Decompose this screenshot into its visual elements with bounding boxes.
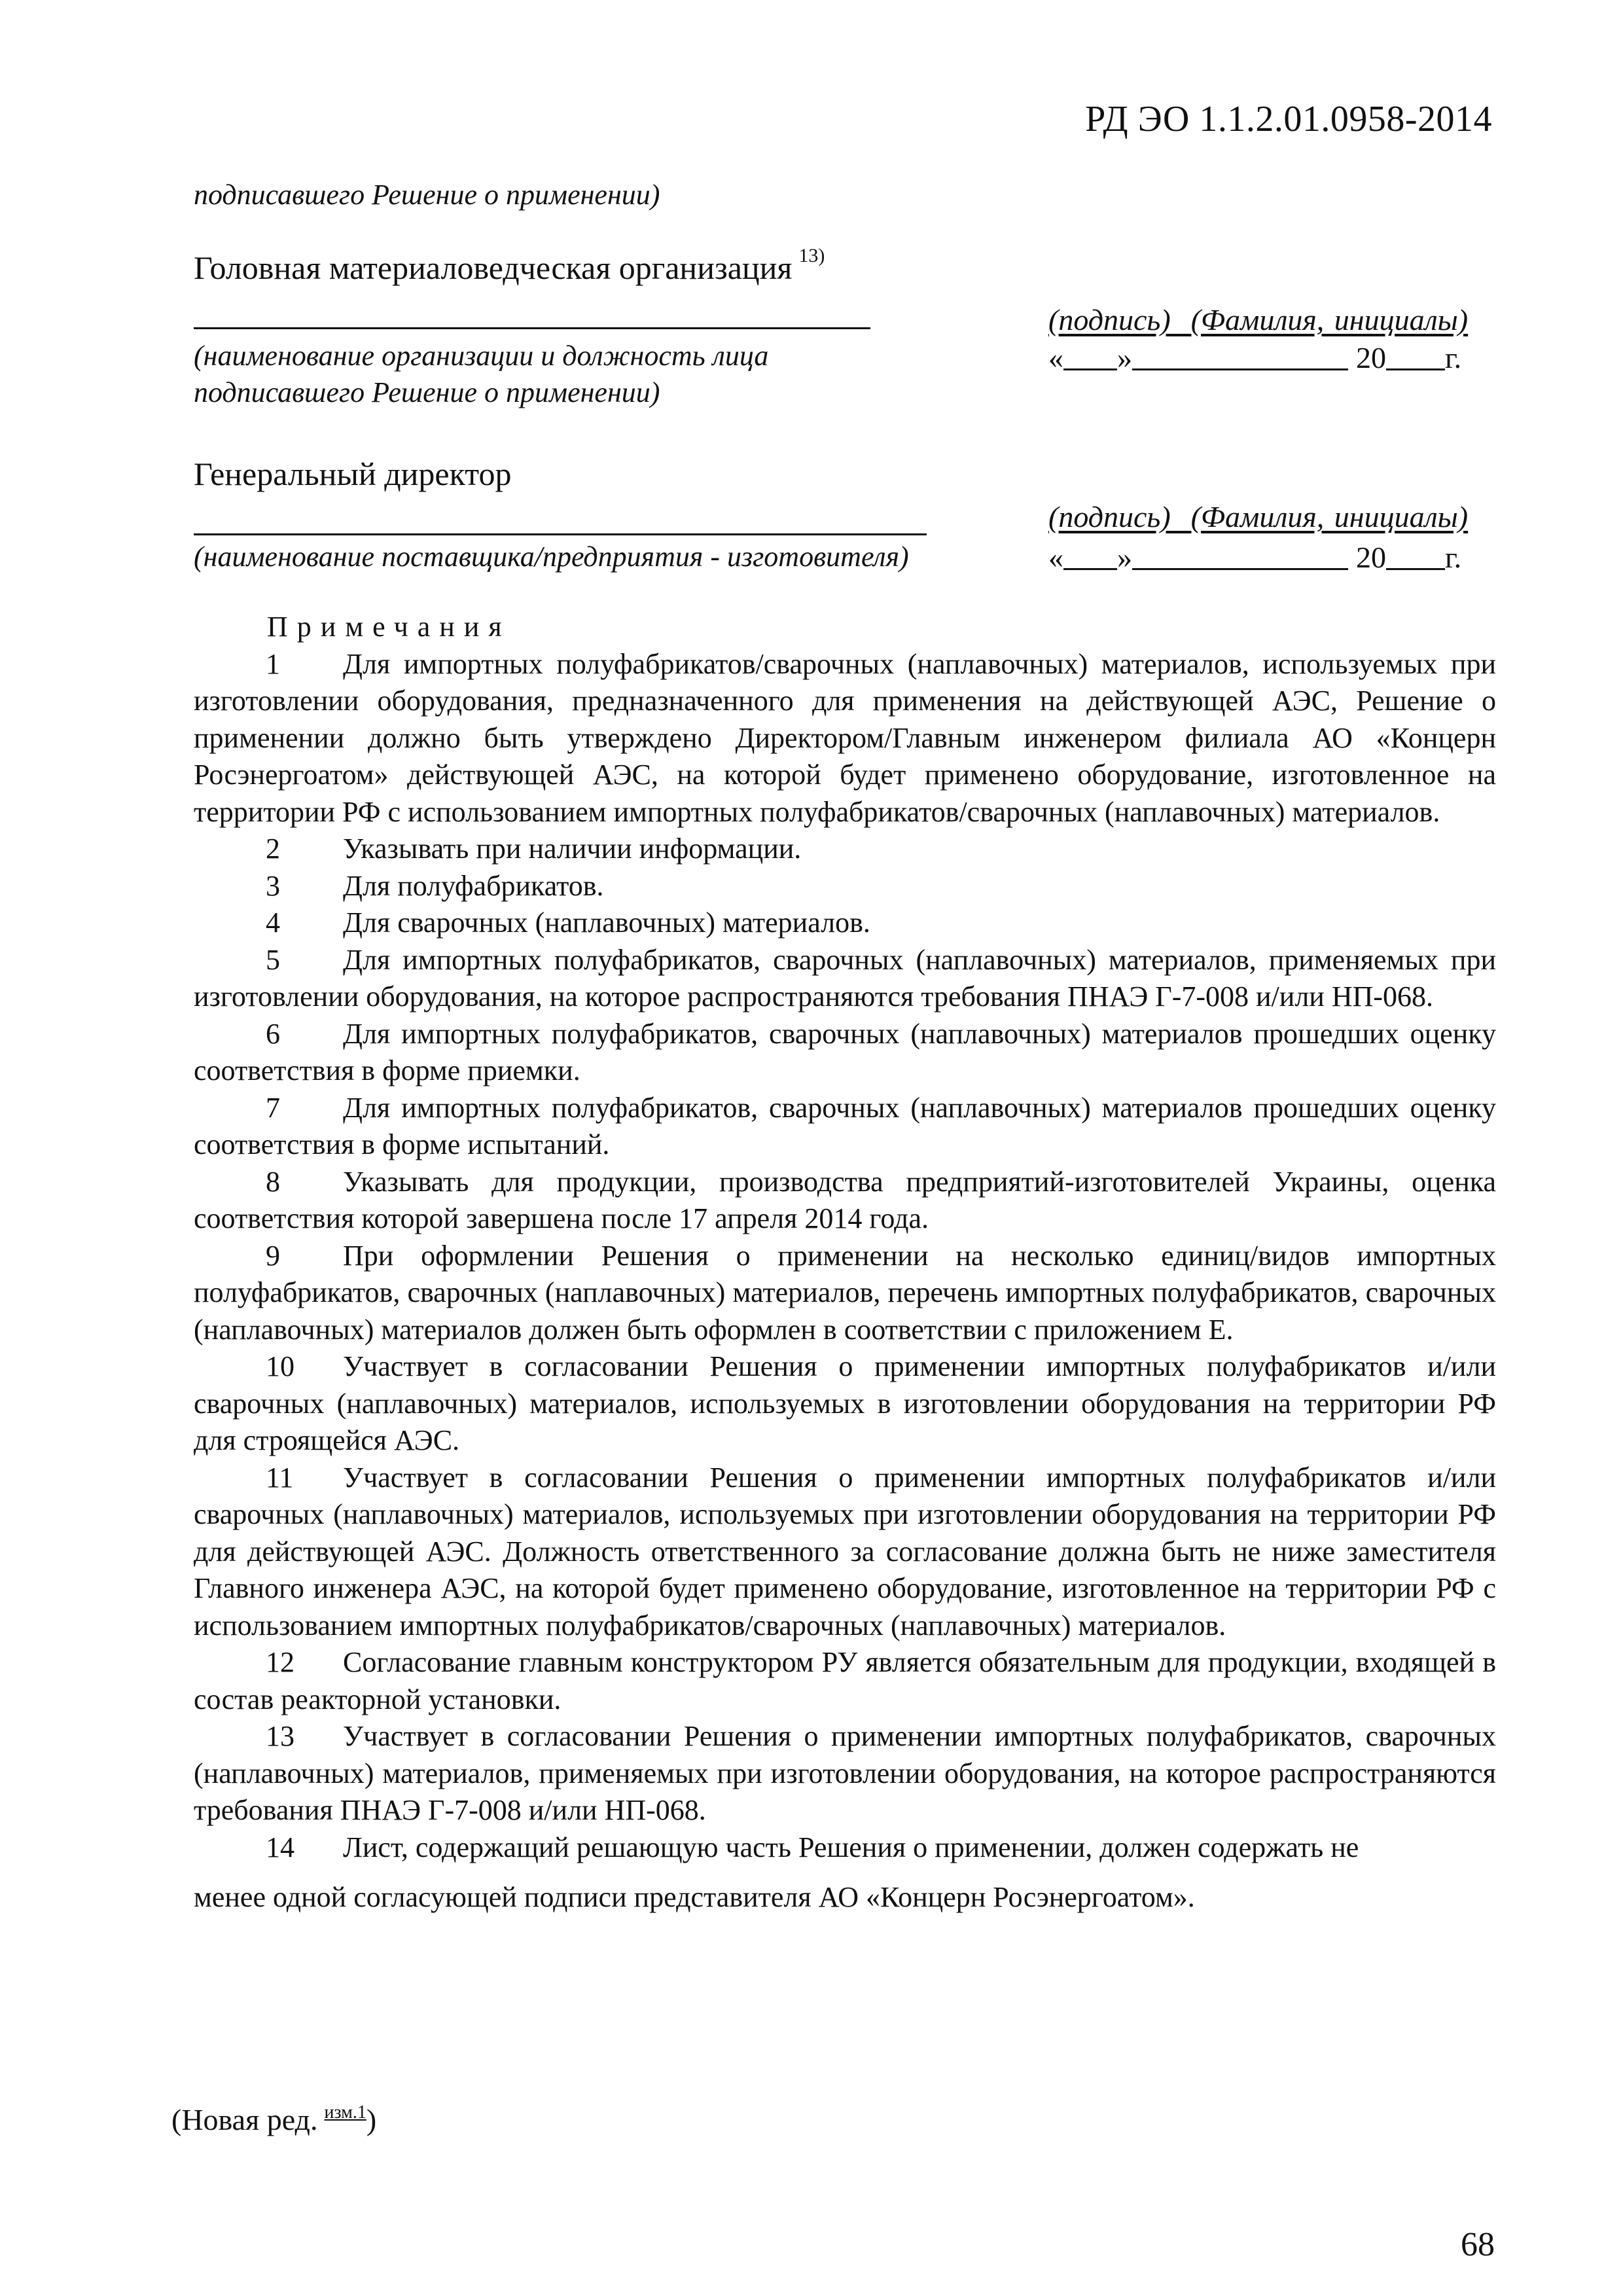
note-number: 13 — [266, 1720, 294, 1752]
note-item — [194, 646, 1496, 831]
note-item — [194, 1016, 1496, 1090]
note-text: Согласование главным конструктором РУ является обязательным для продукции, входящей в состав реакторной установки. — [194, 1646, 1496, 1715]
note-number: 12 — [266, 1646, 294, 1678]
note-number: 8 — [266, 1165, 280, 1198]
note-text: Для импортных полуфабрикатов, сварочных (наплавочных) материалов прошедших оценку соответствия в форме испытаний. — [194, 1091, 1496, 1160]
materials-org-title: Головная материаловедческая организация $^{13)}$ — [194, 245, 825, 286]
date-line: « » 20 г. — [1048, 541, 1462, 574]
note-text: Участвует в согласовании Решения о применении импортных полуфабрикатов, сварочных (наплавочных) материалов, применяемых при изготовлении оборудования, на которое распространяются требования ПНАЭ Г-7-008 и/или НП-068. — [194, 1720, 1496, 1826]
note-number: 4 — [266, 906, 280, 939]
notes-list — [194, 646, 1496, 1829]
document-code: РД ЭО 1.1.2.01.0958-2014 — [1085, 99, 1492, 139]
note-number: 2 — [266, 833, 280, 865]
note-item — [194, 905, 1496, 942]
note-item — [194, 1460, 1496, 1645]
note-number: 6 — [266, 1017, 280, 1050]
note-text: Указывать при наличии информации. — [343, 833, 802, 865]
signature-caption: (подпись) (Фамилия, инициалы) — [1048, 500, 1469, 533]
materials-org-block — [194, 245, 1496, 419]
change-mark-link[interactable]: изм.1 — [324, 2102, 366, 2123]
director-block — [194, 455, 1496, 586]
note-text: Участвует в согласовании Решения о применении импортных полуфабрикатов и/или сварочных (наплавочных) материалов, используемых при изготовлении оборудования на территории РФ для действующей АЭС. Должность ответственного за согласование должна быть не ниже заместителя Главного инженера АЭС, на которой будет применено оборудование, изготовленное на территории РФ с использованием импортных полуфабрикатов/сварочных (наплавочных) материалов. — [194, 1461, 1496, 1641]
note-number: 10 — [266, 1350, 294, 1382]
note-item — [194, 1718, 1496, 1829]
note-text: Для сварочных (наплавочных) материалов. — [343, 906, 870, 939]
notes-title: Примечания — [267, 611, 511, 643]
top-caption: подписавшего Решение о применении) — [194, 179, 660, 211]
note-text: Для импортных полуфабрикатов, сварочных (наплавочных) материалов, применяемых при изготовлении оборудования, на которое распространяются требования ПНАЭ Г-7-008 и/или НП-068. — [194, 943, 1496, 1013]
note-item — [194, 1348, 1496, 1460]
note-number: 1 — [266, 647, 280, 680]
director-caption: (наименование поставщика/предприятия - изготовителя) — [194, 541, 909, 573]
note-text: Участвует в согласовании Решения о применении импортных полуфабрикатов и/или сварочных (наплавочных) материалов, используемых в изготовлении оборудования на территории РФ для строящейся АЭС. — [194, 1350, 1496, 1456]
director-title: Генеральный директор — [194, 456, 512, 492]
note-text: Для импортных полуфабрикатов/сварочных (наплавочных) материалов, используемых при изготовлении оборудования, предназначенного для применения на действующей АЭС, Решение о применении должно быть утверждено Директором/Главным инженером филиала АО «Концерн Росэнергоатом» действующей АЭС, на которой будет применено оборудование, изготовленное на территории РФ с использованием импортных полуфабрикатов/сварочных (наплавочных) материалов. — [194, 647, 1496, 828]
note-item — [194, 831, 1496, 868]
note-item — [194, 1164, 1496, 1238]
note-number: 5 — [266, 943, 280, 976]
revision-note: (Новая ред. $^{изм.1}$) — [171, 2102, 377, 2136]
note-text: Для импортных полуфабрикатов, сварочных (наплавочных) материалов прошедших оценку соответствия в форме приемки. — [194, 1017, 1496, 1086]
note-item — [194, 1090, 1496, 1164]
note-text: Для полуфабрикатов. — [343, 869, 604, 902]
note-item — [194, 942, 1496, 1016]
note-item — [194, 1238, 1496, 1349]
note-number: 9 — [266, 1239, 280, 1272]
note-item — [194, 1644, 1496, 1718]
signature-caption: (подпись) (Фамилия, инициалы) — [1048, 303, 1469, 336]
note-number: 3 — [266, 869, 280, 902]
page-number: 68 — [1461, 2226, 1495, 2263]
note-number: 11 — [266, 1461, 294, 1494]
org-caption: (наименование организации и должность лица подписавшего Решение о применении) — [194, 340, 769, 408]
footnote-ref: 13) — [798, 245, 825, 267]
note-item: 14 Лист, содержащий решающую часть Решения о применении, должен содержать не — [266, 1831, 1359, 1863]
director-fill-line — [194, 533, 927, 535]
date-line: « » 20 г. — [1048, 341, 1462, 374]
note-number: 7 — [266, 1091, 280, 1124]
org-fill-line — [194, 327, 870, 329]
note-text: Указывать для продукции, производства предприятий-изготовителей Украины, оценка соответствия которой завершена после 17 апреля 2014 года. — [194, 1165, 1496, 1234]
note-item-continuation: менее одной согласующей подписи представителя АО «Концерн Росэнергоатом». — [194, 1881, 1195, 1913]
note-text: При оформлении Решения о применении на несколько единиц/видов импортных полуфабрикатов, сварочных (наплавочных) материалов, перечень импортных полуфабрикатов, сварочных (наплавочных) материалов должен быть оформлен в соответствии с приложением Е. — [194, 1239, 1496, 1346]
notes-section — [194, 609, 1496, 1916]
note-item — [194, 868, 1496, 905]
